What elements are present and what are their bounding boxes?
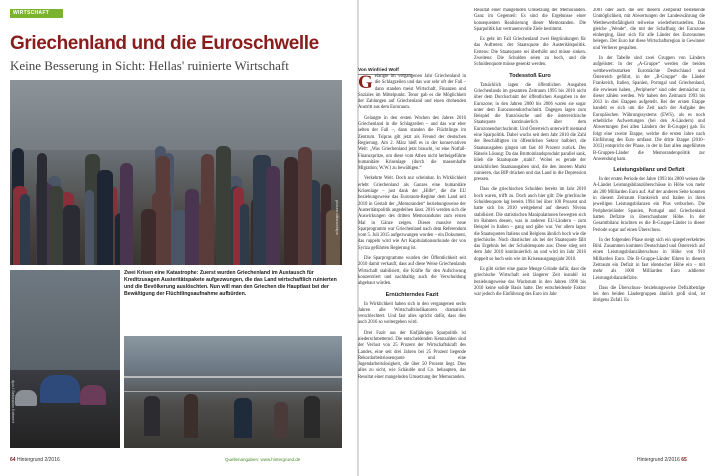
person-silhouette	[63, 205, 80, 265]
person-silhouette	[141, 209, 156, 265]
person-silhouette	[49, 186, 63, 266]
person-silhouette	[120, 163, 134, 265]
person-silhouette	[240, 204, 249, 265]
text-column-3	[593, 8, 705, 460]
person-silhouette	[284, 157, 298, 265]
person-silhouette	[85, 190, 95, 265]
section-tag: WIRTSCHAFT	[10, 9, 63, 18]
person-silhouette	[298, 147, 312, 265]
drop-cap: G	[358, 72, 373, 93]
paragraph: Dass die griechischen Schulden bereits im Jahr 2010 hoch waren, trifft zu. Doch auch hier gilt: Die griechische Schuldenquote lag bereits 1994 bei über 100 Prozent und hatte sich bis 2010 weitgehend auf diesem Niveau stabilisiert. Die statistischen Manipulationen bewegten sich im Rahmen dessen, was in anderen EU-Ländern – zum Beispiel in Italien – gang und gäbe war. Vor allem lagen die Staatsquoten Italiens und Belgiens ähnlich hoch wie die griechische. Noch drastischer als bei der Staatsquote fällt das Ergebnis bei der Schuldenquote aus: Diese stieg seit dem Jahr 2010 kontinuierlich an und wird im Jahr 2016 doppelt so hoch sein wie im Krisenausgangsjahr 2010.	[474, 187, 586, 262]
border-fence-photo	[124, 336, 342, 448]
paragraph: elangte im vergangenen Jahr Griechenland in die Schlagzeilen und das war sehr oft der Fall – dann standen meist Wirtschaft, Finanzen und Soziales im Mittelpunkt. Tenor gab es die Möglichkeit der Zahlungen auf Griechenland und einen drohenden Austritt aus dem Euroraum.	[358, 74, 466, 111]
photo-caption: Zwei Krisen eine Katastrophe: Zuerst wurden Griechenland im Austausch für Kreditzusagen Austeritätspakete aufgezwungen, die das Land wirtschaftlich ruinierten und die Bevölkerung auslöschten. Nun will man den Griechen die Hauptlast bei der Bewältigung der Flüchtlingsaufnahme aufbürden.	[124, 270, 337, 297]
person-silhouette	[156, 156, 169, 265]
article-headline: Griechenland und die Euroschwelle	[10, 33, 319, 54]
section-subhead: Todesstoß Euro	[509, 72, 551, 79]
footer-label-right: Hintergrund 2/2016	[637, 457, 680, 463]
footer-url: Quellenangaben: www.hintergrund.de	[225, 457, 301, 462]
person-silhouette	[185, 189, 198, 265]
page-number-right: 65	[681, 457, 687, 463]
text-column-1	[358, 74, 466, 454]
paragraph: In der ersten Periode der Jahre 1993 bis 2000 weisen die A-Länder Leistungsbilanzüberschüsse in Höhe von mehr als 200 Milliarden Euro auf. Auf der anderen Seite konnten in diesem Zeitraum Frankreich und Italien in ihren jeweiligen Leistungsbilanzen ein Plus verbuchen. Die Peripherieländer Spanien, Portugal und Griechenland hatten Defizite in überschaubarer Höhe. In der Gesamtbilanz brachten es die B-Gruppe-Länder in dieser Periode sogar auf einen Überschuss.	[593, 177, 705, 233]
article-subheadline: Keine Besserung in Sicht: Hellas' ruinierte Wirtschaft	[10, 58, 289, 73]
paragraph: In der Tabelle sind zwei Gruppen von Ländern aufgelistet: In der „A-Gruppe“ werden die beiden wettbewerbsstarken Euromächte Deutschland und Österreich geführt, in der „B-Gruppe“ die Länder Frankreich, Italien, Spanien, Portugal und Griechenland, die erwiesen haben, „Peripherie“ sind oder demnächst zu dieser zählen werden. Wir haben den Zeitraum 1993 bis 2013 in drei Etappen aufgeteilt. Bei der ersten Etappe handelt es sich um die Zeit nach der Aufgabe des Europäischen Währungssystems (EWS), als es noch erhebliche Aufwertungen (bei den A-Ländern) und Abwertungen (bei allen Ländern der B-Gruppe) gab. Es folgt eine zweite Etappe, welche die ersten Jahre nach Einführung des Euro umfasst. Die dritte Etappe (2010–2013) entspricht der Phase, in der in fast allen angeführten B-Gruppen-Länder die Memorandenpolitik zur Anwendung kam.	[593, 56, 705, 162]
person-silhouette	[97, 170, 113, 265]
section-subhead: Ernüchterndes Fazit	[385, 291, 439, 298]
person-silhouette	[37, 153, 47, 265]
paragraph: Es geht im Fall Griechenland zwei Begründungen für das Auftreten: der Staatsquote die Austeritätspolitik. Erstens: Die Staatsquote sei überhöht und müsse sinken. Zweitens: Die Schulden seien zu hoch, und die Schuldenquote müsse gesenkt werden.	[474, 37, 586, 68]
text-column-2	[474, 8, 586, 460]
paragraph: In der folgenden Phase steigt sich ein spiegelverkehrtes Bild. Zusammen kommen Deutschland und Österreich auf einen Leistungsbilanzüberschuss in Höhe von 910 Milliarden Euro. Die B-Gruppe-Länder führen in diesem Zeitraum ein Defizit in fast identischer Höhe ein – mit mehr als 1000 Milliarden Euro addierter Leistungsbilanzdefizite.	[593, 237, 705, 281]
section-subhead: Leistungsbilanz und Defizit	[613, 167, 685, 174]
person-silhouette	[216, 146, 230, 265]
person-silhouette	[20, 194, 31, 265]
paragraph: In Wirklichkeit haben sich in den vergangenen sechs Jahren alle Wirtschaftsindikatoren dramatisch verschlechtert. Und fast alles spricht dafür, dass dies auch 2016 so weitergehen wird.	[358, 301, 466, 326]
paragraph: Dass die Überschuss- beziehungsweise Defizitbeträge bei den beiden Ländergruppen ähnlich groß sind, ist übrigens Zufall. Es	[593, 285, 705, 304]
paragraph: Tatsächlich lagen die öffentlichen Ausgaben Griechenlands im gesamten Zeitraum 1995 bis 2010 nicht über dem Durchschnitt der öffentlichen Ausgaben in der Eurozone; in den Jahren 2000 bis 2006 waren sie sogar unter dem Eurozonendurchschnitt. Dagegen lagen zum Beispiel die französische und die österreichische Staatsquote kontinuierlich über dem Eurozonendurchschnitt. Und Österreich unterwirft niemand eine Sparpolitik. Dabei wuchs seit dem Jahr 2010 die Zahl der Beschäftigten im öffentlichen Sektor halbiert, die Staatsausgaben gingen um fast 40 Prozent zurück. Des Rätsels Lösung: Da das Bruttoinlandsprodukt parallel sank, blieb die Staatsquote ‚stabil‘. Wobei es gerade der tatsächlichen Staatsausgaben sind, die den inneren Markt ruinieren, das BIP drücken und das Land in die Depression pressen.	[474, 82, 586, 183]
paragraph: Die Sparprogramme wurden der Öffentlichkeit seit 2010 damit verkauft, dass auf diese Weise Griechenlands Wirtschaft stabilisiert, die Kräfte für den Aufschwung konzentriert und nachhaltig auch die Verschuldung abgebaut würden.	[358, 256, 466, 287]
photo-credit-main: picture-alliance/dpa	[335, 200, 340, 235]
paragraph: Verkehrte Welt. Doch nur scheinbar. In Wirklichkeit erlebt Griechenland als Ganzes eine humanitäre Krisenlage – just dank der „Hilfe“, die die EU beziehungsweise das Euroraum-Regime dem Land seit 2010 in Gestalt der „Memoranden“ beziehungsweise der Austeritätspolitik angedeihen lässt. 2016 werden sich die Auswirkungen des dritten Memorandums zum ersten Mal in Gänze zeigen. Dieses massive neue Sparprogramm war Griechenland nach dem Referendum vom 5. Juli 2015 aufgezwungen worden – ein Dokument, das ruppeln wird wie Art Kapitulationsurkunde der von Syriza geführten Regierung ist.	[358, 176, 466, 251]
paragraph: 2001 oder auch die seit diesem Zeitpunkt bestehende Unmöglichkeit, mit Abwertungen der Landeswährung die Wettbewerbsfähigkeit teilweise wiederherzustellen. Das gleiche „Wende“, die mit der Schaffung der Eurozone einherging, lässt sich für alle Länder des Euroraumes belegen. Der Euro hat diese Wirtschaftsregion in Gewinner und Verlierer gespalten.	[593, 8, 705, 51]
byline: Von Winfried Wolf	[358, 68, 412, 75]
footer-label-left: Hintergrund 2/2016	[16, 457, 60, 463]
person-silhouette	[201, 154, 215, 265]
footer-right	[637, 457, 687, 463]
footer-left	[10, 457, 60, 463]
page-number-left: 64	[10, 457, 16, 463]
tent-camp-photo	[10, 270, 120, 448]
paragraph: Es gibt sicher eine ganze Menge Gründe dafür, dass die griechische Wirtschaft seit längerer Zeit instabil ist beziehungsweise das Wachstum in den Jahren 1990 bis 2010 keine solide Basis hatte. Der entscheidende Faktor war jedoch die Einführung des Euro im Jahr	[474, 266, 586, 298]
refugees-crowd-photo	[10, 80, 342, 265]
paragraph: Resultat einer mangelnden Umsetzung der Memoranden. Ganz im Gegenteil: Es sind die Ergebnisse einer konsequenten Realisierung dieser Memoranden. Die Sparpolitik hat vertrauensvolle Ziele bestimmt.	[474, 8, 586, 32]
person-silhouette	[266, 166, 280, 265]
paragraph: Drei Fazit aus der fünfjährigen Sparpolitik ist niederschmetternd. Die entscheidenden Kennzahlen sind der Verlust von 25 Prozent der Wirtschaftskraft des Landes, eine seit drei Jahren bei 25 Prozent liegende Rekordarbeitslosenquote und eine Jugendarbeitslosigkeit, die über 50 Prozent liegt. Dies alles zu sicht, wie Schäuble und Co. behaupten, das Resultat einer mangelnden Umsetzung der Memoranden.	[358, 330, 466, 380]
photo-credit-small: dpa / Sebastian Kahnert	[11, 380, 16, 423]
paragraph: Gelangte in den ersten Wochen des Jahres 2016 Griechenland in die Schlagzeilen – und das war eher selten der Fall –, dann standen die Flüchtlinge im Zentrum. Tsipras gilt jetzt als Freund der deutschen Regierung. Am 2. März hieß es in der konservativen Welt: „Was Griechenland jetzt braucht, ist eine Notfall-Finanzspritze, um diese vom Athen nicht herbeigeführte humanitäre Krisenlage (durch die massenhafte Migration; W.W.) zu bewältigen.“	[358, 115, 466, 172]
